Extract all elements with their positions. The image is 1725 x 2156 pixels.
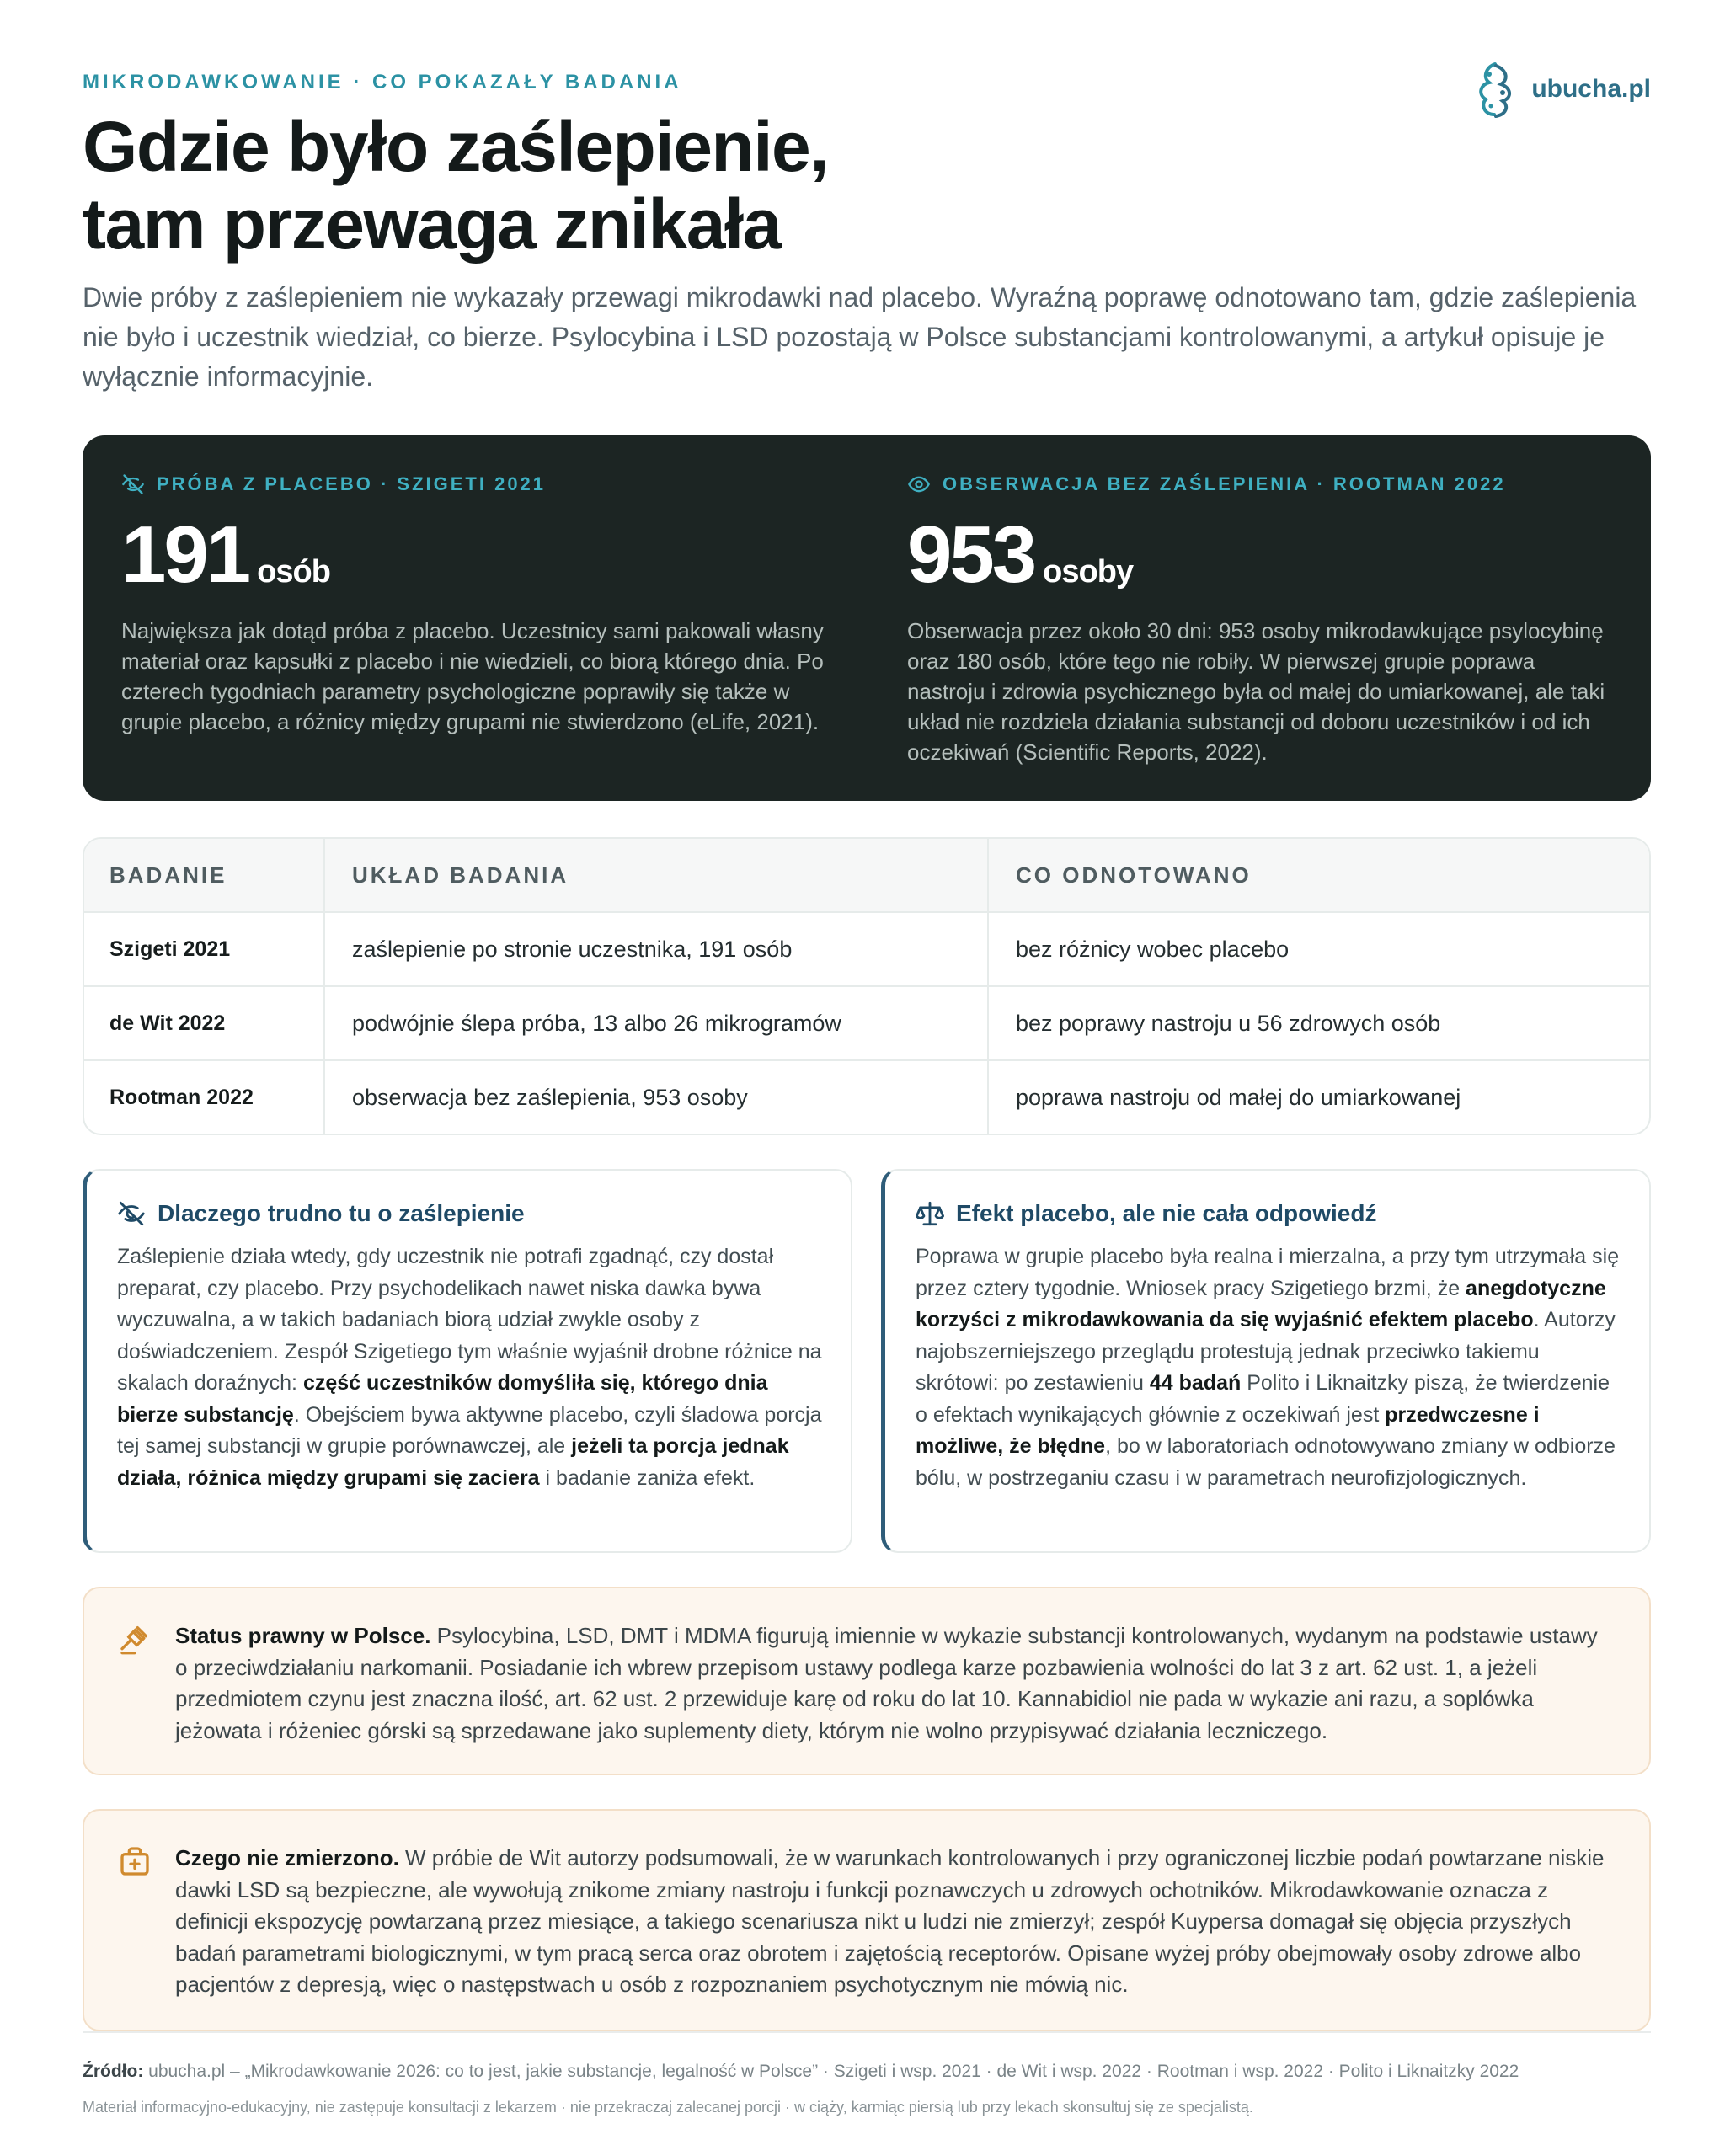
emphasis: anegdotyczne korzyści z mikrodawkowania da się wyjaśnić efektem placebo <box>916 1276 1606 1331</box>
lead-paragraph: Dwie próby z zaślepieniem nie wykazały przewagi mikrodawki nad placebo. Wyraźną poprawę odnotowano tam, gdzie zaślepienia nie było i uczestnik wiedział, co bierze. Psylocybina i LSD pozostają w Polsce substancjami kontrolowanymi, a artykuł opisuje je wyłącznie informacyjnie. <box>83 282 1637 392</box>
title-line-1: Gdzie było zaślepienie, <box>83 107 829 186</box>
legal-status-note <box>83 1587 1651 1775</box>
brand-name: ubucha.pl <box>1531 75 1651 103</box>
medical-kit-icon <box>118 1844 152 1878</box>
brand-logo[interactable] <box>1471 59 1651 120</box>
cell-design: podwójnie ślepa próba, 13 albo 26 mikrogramów <box>325 987 989 1059</box>
stat-label-text: PRÓBA Z PLACEBO · SZIGETI 2021 <box>157 473 547 494</box>
cell-study: de Wit 2022 <box>84 987 325 1059</box>
note-body: Czego nie zmierzono. W próbie de Wit autorzy podsumowali, że w warunkach kontrolowanych i przy ograniczonej liczbie podań powtarzane niskie dawki LSD są bezpieczne, ale wywołują znikome zmiany nastroju i funkcji poznawczych u zdrowych ochotników. Mikrodawkowanie oznacza z definicji ekspozycję powtarzaną przez miesiące, a takiego scenariusza nikt u ludzi nie zmierzył; zespół Kuypersa domagał się objęcia przyszłych badań parametrami biologicznymi, w tym pracą serca oraz obrotem i zajętością receptorów. Opisane wyżej próby obejmowały osoby zdrowe albo pacjentów z depresją, więc o następstwach u osób z rozpoznaniem psychotycznym nie mówią nic. <box>175 1845 1605 1997</box>
cell-study: Rootman 2022 <box>84 1061 325 1134</box>
card-title: Dlaczego trudno tu o zaślepienie <box>158 1200 525 1226</box>
table-row <box>84 1059 1649 1134</box>
card-title: Efekt placebo, ale nie cała odpowiedź <box>956 1200 1377 1226</box>
eye-off-icon <box>117 1199 146 1228</box>
note-lead: Status prawny w Polsce. <box>175 1623 431 1648</box>
cell-result: poprawa nastroju od małej do umiarkowanej <box>1016 1084 1461 1110</box>
infographic-page <box>83 0 1651 2156</box>
eye-icon <box>907 472 931 496</box>
card-placebo-effect <box>881 1169 1651 1553</box>
note-body: Status prawny w Polsce. Psylocybina, LSD, DMT i MDMA figurują imiennie w wykazie substancji kontrolowanych, wydanym na podstawie ustawy o przeciwdziałaniu narkomanii. Posiadanie ich wbrew przepisom ustawy podlega karze pozbawienia wolności do lat 3 z art. 62 ust. 1, a jeżeli przedmiotem czynu jest znaczna ilość, art. 62 ust. 2 przewiduje karę od roku do lat 10. Kannabidiol nie pada w wykazie ani razu, a soplówka jeżowata i różeniec górski są sprzedawane jako suplementy diety, którym nie wolno przypisywać działania leczniczego. <box>175 1623 1598 1743</box>
kombucha-logo-icon <box>1471 59 1519 120</box>
gavel-icon <box>118 1622 152 1656</box>
emphasis: przedwczesne i możliwe, że błędne <box>916 1402 1540 1458</box>
column-header-design: UKŁAD BADANIA <box>325 839 989 911</box>
scale-icon <box>916 1199 944 1228</box>
stat-description: Obserwacja przez około 30 dni: 953 osoby mikrodawkujące psylocybinę oraz 180 osób, które tego nie robiły. W pierwszej grupie poprawa nastroju i zdrowia psychicznego była od małej do umiarkowanej, ale taki układ nie rozdziela działania substancji od doboru uczestników i od ich oczekiwań (Scientific Reports, 2022). <box>907 618 1605 765</box>
source-label: Źródło: <box>83 2062 144 2081</box>
card-body: Poprawa w grupie placebo była realna i mierzalna, a przy tym utrzymała się przez cztery tygodnie. Wniosek pracy Szigetiego brzmi, że anegdotyczne korzyści z mikrodawkowania da się wyjaśnić efektem placebo. Autorzy najobszerniejszego przeglądu protestują jednak przeciwko takiemu skrótowi: po zestawieniu 44 badań Polito i Liknaitzky piszą, że twierdzenie o efektach wynikających głównie z oczekiwań jest przedwczesne i możliwe, że błędne, bo w laboratoriach odnotowywano zmiany w odbiorze bólu, w postrzeganiu czasu i w parametrach neurofizjologicznych. <box>916 1245 1620 1490</box>
stat-rootman <box>868 435 1651 801</box>
cell-design: zaślepienie po stronie uczestnika, 191 osób <box>325 913 989 985</box>
stat-number: 953 <box>907 510 1035 600</box>
note-lead: Czego nie zmierzono. <box>175 1845 399 1870</box>
footer-divider <box>83 2031 1651 2033</box>
emphasis: jeżeli ta porcja jednak działa, różnica między grupami się zaciera <box>117 1434 789 1490</box>
page-title <box>83 108 1093 263</box>
stats-panel <box>83 435 1651 801</box>
column-header-result: CO ODNOTOWANO <box>1016 862 1252 888</box>
card-blinding <box>83 1169 852 1553</box>
eyebrow-label: MIKRODAWKOWANIE · CO POKAZAŁY BADANIA <box>83 71 682 93</box>
stat-description: Największa jak dotąd próba z placebo. Uczestnicy sami pakowali własny materiał oraz kapsułki z placebo i nie wiedzieli, co biorą którego dnia. Po czterech tygodniach parametry psychologiczne poprawiły się także w grupie placebo, a różnicy między grupami nie stwierdzono (eLife, 2021). <box>121 618 824 734</box>
card-body: Zaślepienie działa wtedy, gdy uczestnik nie potrafi zgadnąć, czy dostał preparat, czy placebo. Przy psychodelikach nawet niska dawka bywa wyczuwalna, a w takich badaniach biorą udział zwykle osoby z doświadczeniem. Zespół Szigetiego tym właśnie wyjaśnił drobne różnice na skalach doraźnych: część uczestników domyśliła się, którego dnia bierze substancję. Obejściem bywa aktywne placebo, czyli śladowa porcja tej samej substancji w grupie porównawczej, ale jeżeli ta porcja jednak działa, różnica między grupami się zaciera i badanie zaniża efekt. <box>117 1245 822 1490</box>
stat-unit: osób <box>257 554 330 590</box>
stat-unit: osoby <box>1043 554 1134 590</box>
cell-result: bez poprawy nastroju u 56 zdrowych osób <box>1016 1010 1441 1036</box>
cell-design: obserwacja bez zaślepienia, 953 osoby <box>325 1061 989 1134</box>
stat-number: 191 <box>121 510 249 600</box>
table-row <box>84 911 1649 985</box>
cell-result: bez różnicy wobec placebo <box>1016 936 1290 962</box>
emphasis: 44 badań <box>1149 1371 1242 1395</box>
emphasis: część uczestników domyśliła się, którego dnia bierze substancję <box>117 1371 768 1427</box>
source-line: Źródło: ubucha.pl – „Mikrodawkowanie 2026: co to jest, jakie substancje, legalność w Polsce” · Szigeti i wsp. 2021 · de Wit i wsp. 2022 · Rootman i wsp. 2022 · Polito i Liknaitzky 2022 <box>83 2062 1519 2081</box>
disclaimer: Materiał informacyjno-edukacyjny, nie zastępuje konsultacji z lekarzem · nie przekraczaj zalecanej porcji · w ciąży, karmiąc piersią lub przy lekach skonsultuj się ze specjalistą. <box>83 2099 1253 2116</box>
table-row <box>84 985 1649 1059</box>
eye-off-icon <box>121 472 145 496</box>
stat-szigeti <box>83 435 868 801</box>
cell-study: Szigeti 2021 <box>84 913 325 985</box>
column-header-study: BADANIE <box>84 839 325 911</box>
not-measured-note <box>83 1809 1651 2031</box>
table-header-row <box>84 839 1649 911</box>
title-line-2: tam przewaga znikała <box>83 184 781 264</box>
studies-table <box>83 837 1651 1135</box>
stat-label-text: OBSERWACJA BEZ ZAŚLEPIENIA · ROOTMAN 2022 <box>943 473 1506 494</box>
